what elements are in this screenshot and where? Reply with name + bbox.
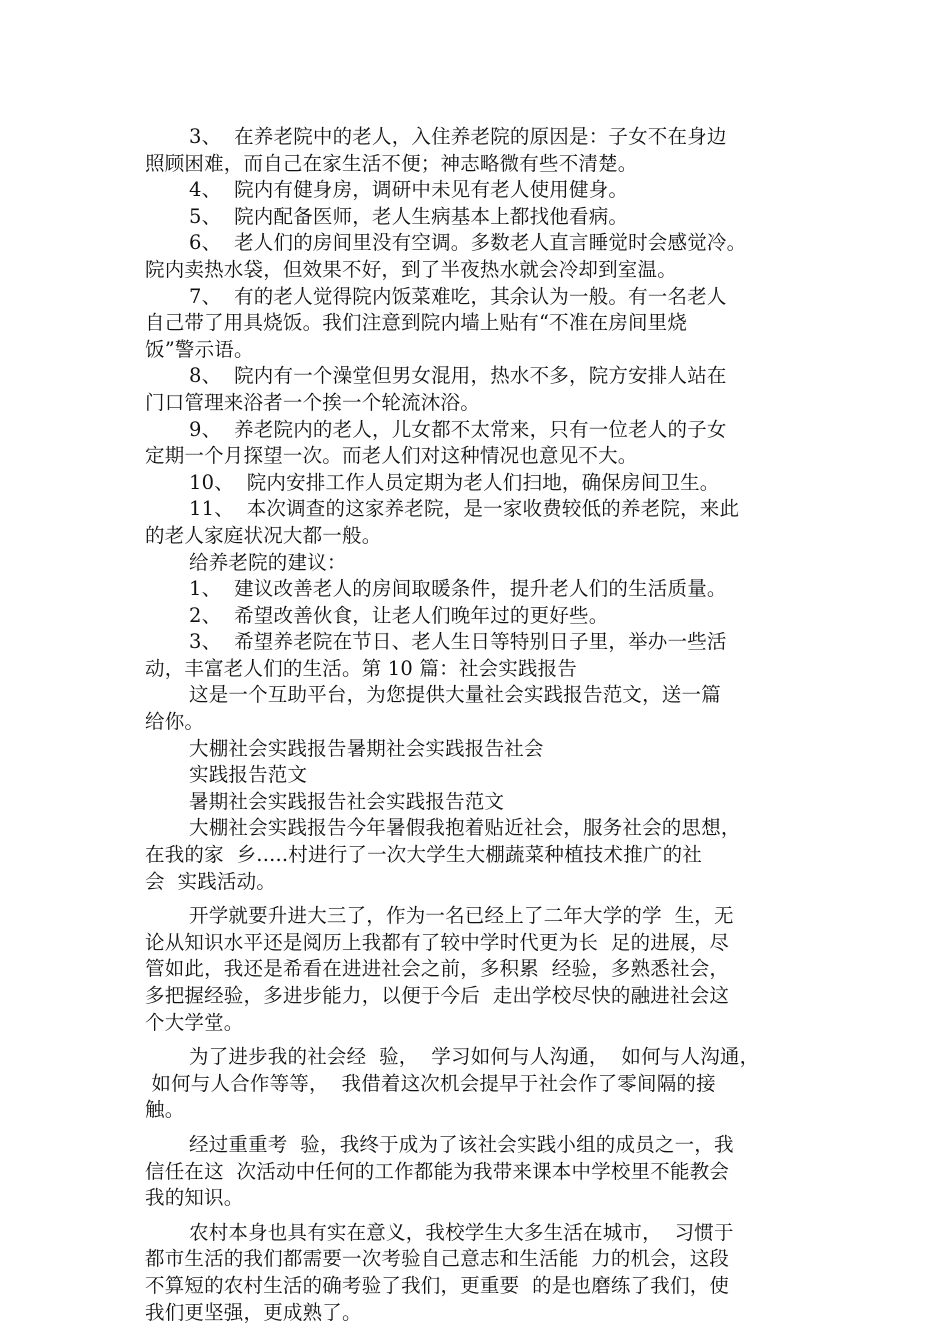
text-line: 不算短的农村生活的确考验了我们，更重要 的是也磨练了我们，使 [145,1273,730,1297]
text-line: 信任在这 次活动中任何的工作都能为我带来课本中学校里不能教会 [145,1159,730,1183]
text-line: 管如此，我还是希看在进进社会之前，多积累 经验，多熟悉社会， [145,957,730,981]
text-line: 定期一个月探望一次。而老人们对这种情况也意见不大。 [145,444,638,468]
paragraph-gap [145,1036,815,1044]
text-line: 经过重重考 验，我终于成为了该社会实践小组的成员之一，我 [189,1132,734,1156]
text-line: 动，丰富老人们的生活。第 10 篇：社会实践报告 [145,656,578,680]
text-line: 我的知识。 [145,1186,244,1210]
text-line: 如何与人合作等等， 我借着这次机会提早于社会作了零间隔的接 [145,1071,716,1095]
text-line: 在我的家 乡.....村进行了一次大学生大棚蔬菜种植技术推广的社 [145,843,702,867]
text-line: 4、 院内有健身房，调研中未见有老人使用健身。 [189,178,629,202]
text-line: 开学就要升进大三了，作为一名已经上了二年大学的学 生，无 [189,904,734,928]
text-line: 会 实践活动。 [145,869,276,893]
document-page [145,124,815,1326]
text-line: 大棚社会实践报告今年暑假我抱着贴近社会，服务社会的思想， [189,816,741,840]
text-line: 3、 在养老院中的老人，入住养老院的原因是：子女不在身边 [189,125,727,148]
text-line: 9、 养老院内的老人，儿女都不太常来，只有一位老人的子女 [189,417,727,441]
text-line: 照顾困难，而自己在家生活不便；神志略微有些不清楚。 [145,151,638,175]
text-line: 饭”警示语。 [145,337,254,361]
text-line: 暑期社会实践报告社会实践报告范文 [189,789,505,813]
text-line: 11、 本次调查的这家养老院，是一家收费较低的养老院，来此 [189,497,740,521]
text-line: 门口管理来浴者一个挨一个轮流沐浴。 [145,390,480,414]
text-line: 个大学堂。 [145,1010,244,1034]
text-line: 5、 院内配备医师，老人生病基本上都找他看病。 [189,204,629,228]
text-line: 我们更坚强，更成熟了。 [145,1300,362,1324]
text-line: 7、 有的老人觉得院内饭菜难吃，其余认为一般。有一名老人 [189,284,727,308]
text-line: 多把握经验，多进步能力，以便于今后 走出学校尽快的融进社会这 [145,984,730,1007]
text-line: 给养老院的建议： [189,550,347,574]
text-line: 这是一个互助平台，为您提供大量社会实践报告范文，送一篇 [189,683,721,707]
text-line: 为了进步我的社会经 验， 学习如何与人沟通， 如何与人沟通， [189,1045,760,1069]
paragraph-gap [145,1124,815,1132]
text-line: 实践报告范文 [189,763,308,787]
text-line: 的老人家庭状况大都一般。 [145,523,382,547]
text-line: 大棚社会实践报告暑期社会实践报告社会 [189,736,544,760]
text-line: 农村本身也具有实在意义，我校学生大多生活在城市， 习惯于 [189,1220,734,1244]
text-line: 都市生活的我们都需要一次考验自己意志和生活能 力的机会，这段 [145,1247,730,1271]
text-line: 2、 希望改善伙食，让老人们晚年过的更好些。 [189,603,609,627]
text-line: 论从知识水平还是阅历上我都有了较中学时代更为长 足的进展，尽 [145,930,730,954]
text-line: 10、 院内安排工作人员定期为老人们扫地，确保房间卫生。 [189,470,720,494]
text-line: 给你。 [145,710,205,734]
text-line: 1、 建议改善老人的房间取暖条件，提升老人们的生活质量。 [189,577,727,601]
text-line: 自己带了用具烧饭。我们注意到院内墙上贴有“不准在房间里烧 [145,311,688,335]
text-line: 院内卖热水袋，但效果不好，到了半夜热水就会冷却到室温。 [145,257,677,281]
paragraph-gap [145,895,815,903]
text-line: 6、 老人们的房间里没有空调。多数老人直言睡觉时会感觉冷。 [189,231,747,255]
paragraph-gap [145,1212,815,1220]
text-line: 触。 [145,1098,185,1122]
text-line: 8、 院内有一个澡堂但男女混用，热水不多，院方安排人站在 [189,364,727,388]
text-line: 3、 希望养老院在节日、老人生日等特别日子里，举办一些活 [189,630,727,654]
